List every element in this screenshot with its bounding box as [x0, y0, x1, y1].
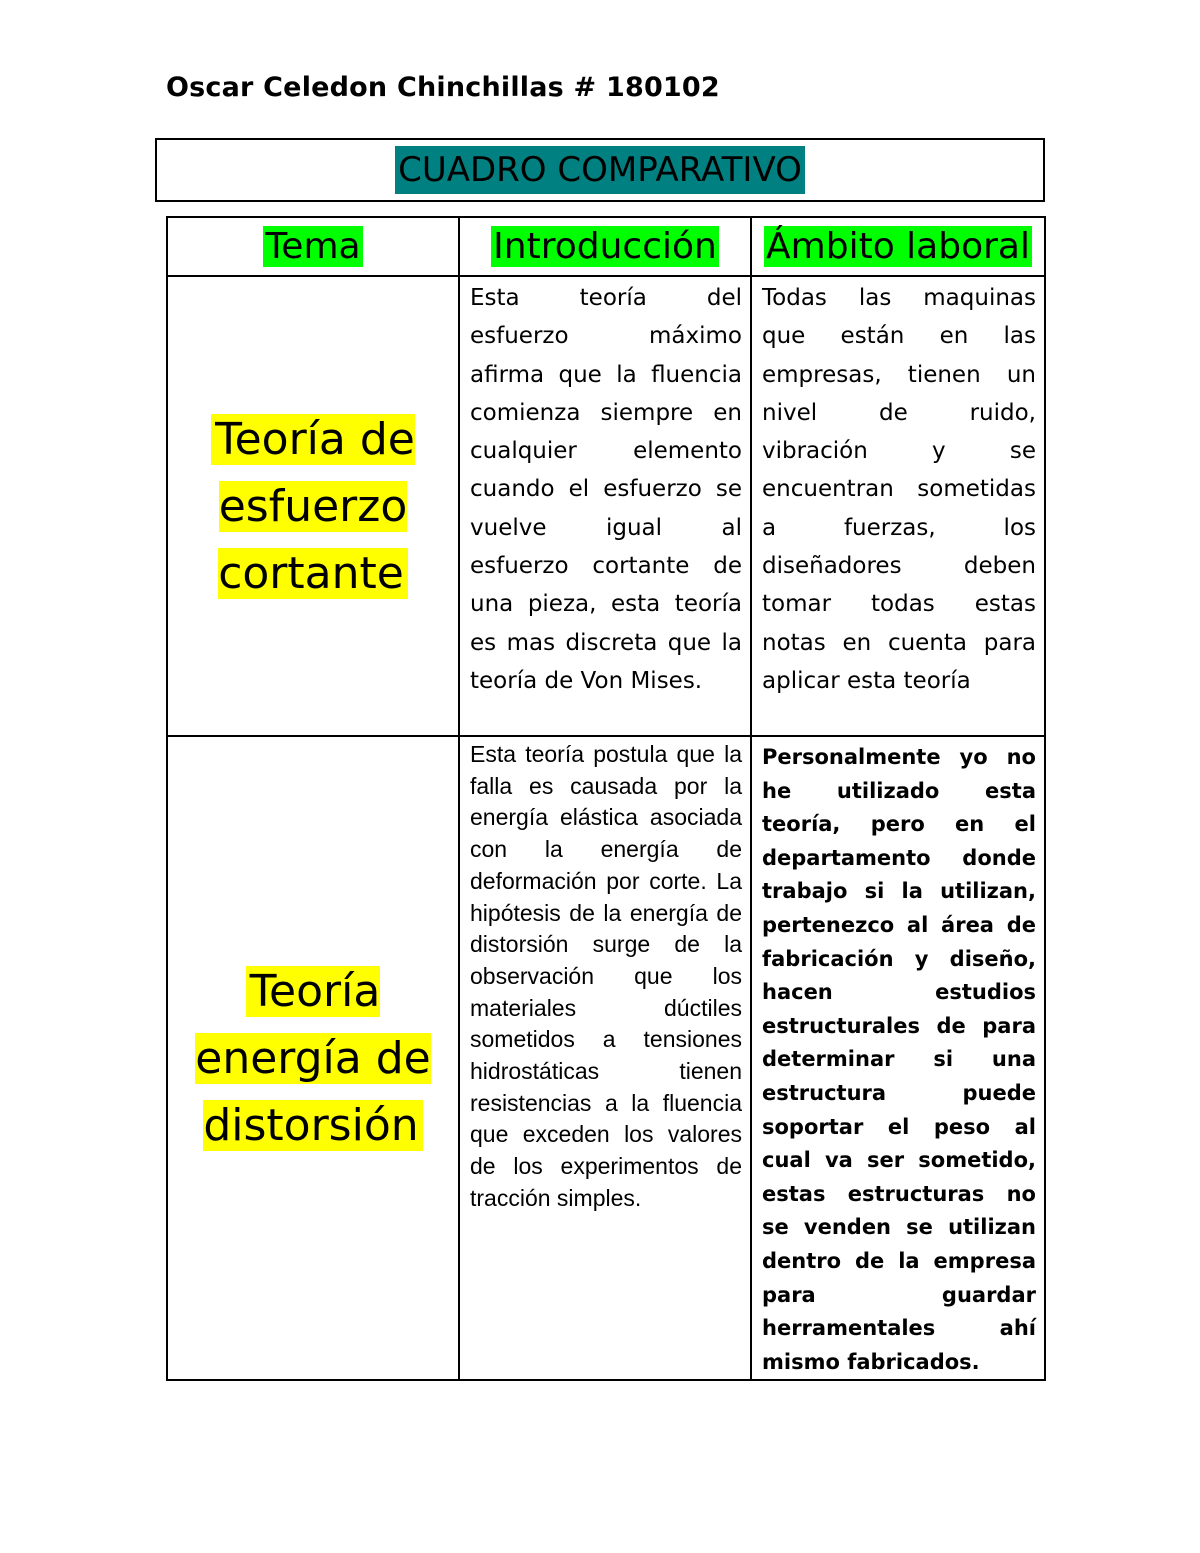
header-cell-introduccion	[459, 217, 751, 276]
work-scope-text: Personalmente yo no he utilizado esta teoría, pero en el departamento donde trabajo si la utilizan, pertenezco al área de fabricación y diseño, hacen estudios estructurales de para determinar si una estructura puede soportar el peso al cual va ser sometido, estas estructuras no se venden se utilizan dentro de la empresa para guardar herramentales ahí mismo fabricados.	[762, 745, 1036, 1374]
document-title: CUADRO COMPARATIVO	[395, 146, 805, 194]
table-row	[167, 736, 1045, 1380]
topic-cell	[167, 276, 459, 736]
table-row	[167, 276, 1045, 736]
author-line: Oscar Celedon Chinchillas # 180102	[166, 72, 720, 103]
header-introduccion: Introducción	[493, 225, 717, 267]
topic-cell	[167, 736, 459, 1380]
introduction-cell	[459, 736, 751, 1380]
title-box	[155, 138, 1045, 202]
header-tema: Tema	[265, 225, 361, 267]
header-row	[167, 217, 1045, 276]
introduction-text: Esta teoría postula que la falla es causada por la energía elástica asociada con la energía de deformación por corte. La hipótesis de la energía de distorsión surge de la observación que los materiales dúctiles sometidos a tensiones hidrostáticas tienen resistencias a la fluencia que exceden los valores de los experimentos de tracción simples.	[470, 741, 742, 1211]
work-scope-cell	[751, 276, 1045, 736]
work-scope-text: Todas las maquinas que están en las empresas, tienen un nivel de ruido, vibración y se encuentran sometidas a fuerzas, los diseñadores deben tomar todas estas notas en cuenta para aplicar esta teoría	[762, 285, 1036, 694]
introduction-text: Esta teoría del esfuerzo máximo afirma que la fluencia comienza siempre en cualquier elemento cuando el esfuerzo se vuelve igual al esfuerzo cortante de una pieza, esta teoría es mas discreta que la teoría de Von Mises.	[470, 285, 742, 694]
header-ambito-laboral: Ámbito laboral	[766, 225, 1030, 267]
topic-label: Teoría de esfuerzo cortante	[211, 414, 415, 599]
topic-label: Teoría energía de distorsión	[195, 965, 431, 1151]
header-cell-tema	[167, 217, 459, 276]
header-cell-ambito	[751, 217, 1045, 276]
comparison-table	[166, 216, 1046, 1381]
introduction-cell	[459, 276, 751, 736]
work-scope-cell	[751, 736, 1045, 1380]
